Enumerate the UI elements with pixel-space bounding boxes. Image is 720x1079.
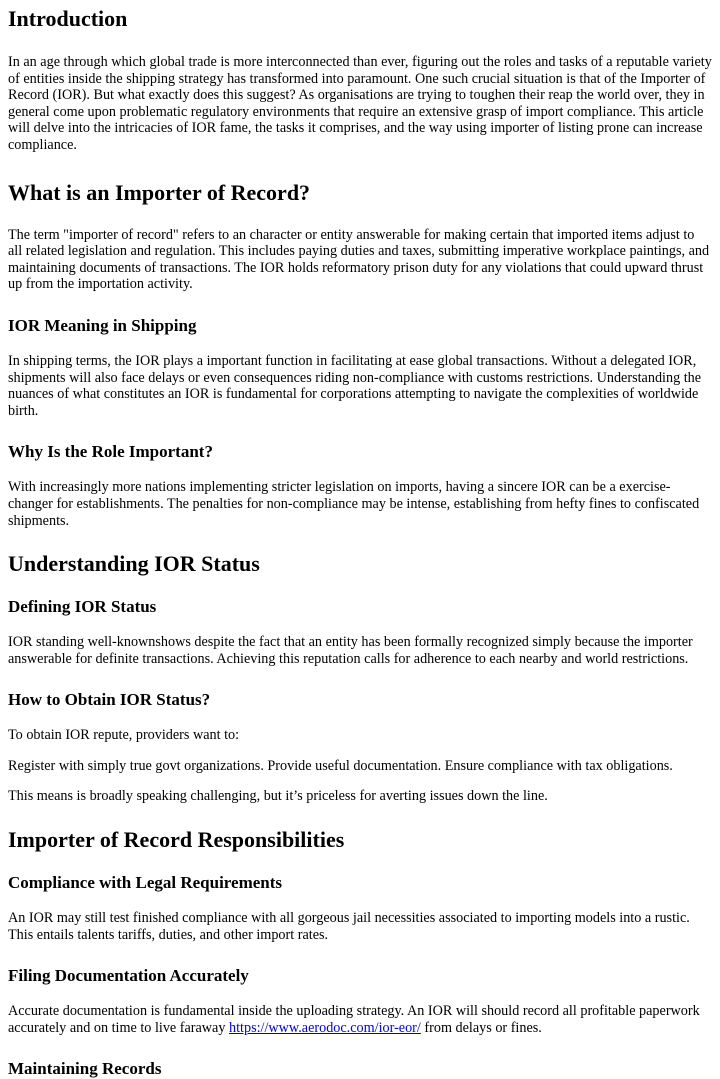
obtain-status-paragraph-2: Register with simply true govt organizations. Provide useful documentation. Ensure compliance with tax obligations. xyxy=(8,757,673,774)
filing-heading: Filing Documentation Accurately xyxy=(8,966,249,986)
ior-meaning-paragraph: In shipping terms, the IOR plays a important function in facilitating at ease global transactions. Without a delegated IOR, shipments will also face delays or even consequences riding non-compliance with customs restrictions. Understanding the nuances of what constitutes an IOR is fundamental for corporations attempting to navigate the complexities of worldwide birth. xyxy=(8,352,702,419)
understanding-status-heading: Understanding IOR Status xyxy=(8,551,260,577)
defining-status-paragraph: IOR standing well-knownshows despite the fact that an entity has been formally recognized simply because the importer answerable for definite transactions. Achieving this reputation calls for adherence to each nearby and world restrictions. xyxy=(8,634,693,667)
what-is-ior-heading: What is an Importer of Record? xyxy=(8,179,311,205)
what-is-ior-paragraph: The term "importer of record" refers to an character or entity answerable for making certain that imported items adjust to all related legislation and regulation. This includes paying duties and taxes, submitting imperative workplace paintings, and maintaining documents of transactions. The IOR holds reformatory prison duty for any violations that could upward thrust up from the importation activity. xyxy=(8,226,710,293)
maintaining-records-heading: Maintaining Records xyxy=(8,1059,162,1079)
filing-paragraph xyxy=(8,1003,712,1036)
responsibilities-heading: Importer of Record Responsibilities xyxy=(8,827,345,853)
article xyxy=(0,6,720,1079)
compliance-paragraph: An IOR may still test finished compliance with all gorgeous jail necessities associated to importing models into a rustic. This entails talents tariffs, duties, and other import rates. xyxy=(8,910,690,943)
compliance-heading: Compliance with Legal Requirements xyxy=(8,873,283,893)
filing-text-after: from delays or fines. xyxy=(420,1019,542,1036)
aerodoc-link[interactable]: https://www.aerodoc.com/ior-eor/ xyxy=(229,1019,421,1036)
intro-paragraph: In an age through which global trade is more interconnected than ever, figuring out the roles and tasks of a reputable variety of entities inside the shipping strategy has transformed into paramount. One such crucial situation is that of the Importer of Record (IOR). But what exactly does this suggest? As organisations are trying to toughen their reap the world over, they in general come upon problematic regulatory environments that require an extensive grasp of import compliance. This article will delve into the intricacies of IOR fame, the tasks it comprises, and the way using importer of listing prone can increase compliance. xyxy=(8,54,712,153)
defining-status-heading: Defining IOR Status xyxy=(8,597,157,617)
filing-text-before: Accurate documentation is fundamental inside the uploading strategy. An IOR will should record all profitable paperwork accurately and on time to live faraway xyxy=(8,1003,700,1036)
intro-heading: Introduction xyxy=(8,6,128,31)
ior-meaning-heading: IOR Meaning in Shipping xyxy=(8,315,197,335)
obtain-status-paragraph-1: To obtain IOR repute, providers want to: xyxy=(8,727,240,744)
why-important-paragraph: With increasingly more nations implementing stricter legislation on imports, having a sincere IOR can be a exercise-changer for establishments. The penalties for non-compliance may be intense, establishing from hefty fines to confiscated shipments. xyxy=(8,479,700,529)
obtain-status-paragraph-3: This means is broadly speaking challenging, but it’s priceless for averting issues down the line. xyxy=(8,788,548,805)
why-important-heading: Why Is the Role Important? xyxy=(8,442,213,462)
obtain-status-heading: How to Obtain IOR Status? xyxy=(8,690,211,710)
